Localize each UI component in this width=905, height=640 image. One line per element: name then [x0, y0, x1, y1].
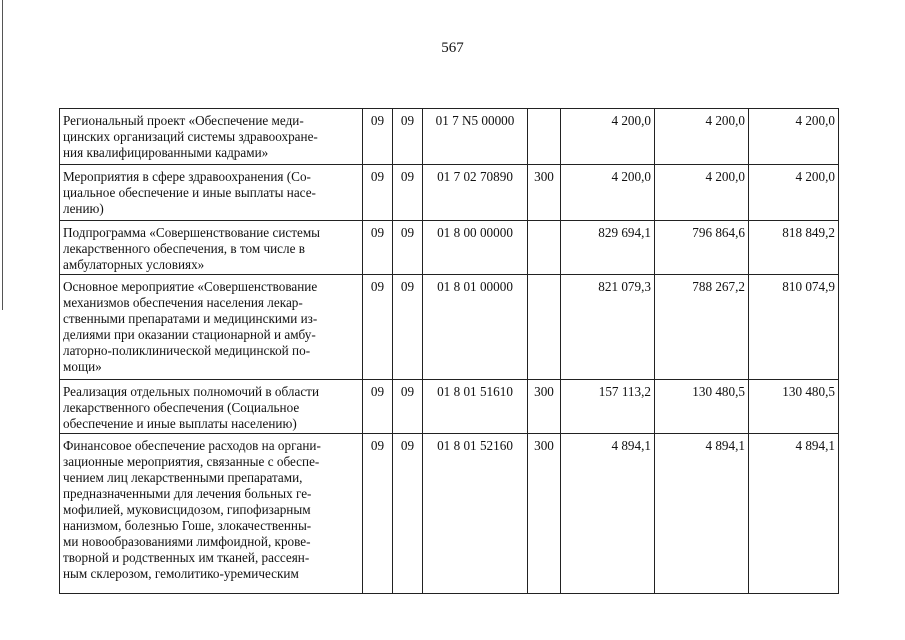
- expense-type-cell: 300: [528, 380, 561, 434]
- table-row: [60, 434, 839, 594]
- amount-year2-cell: 4 200,0: [655, 165, 749, 221]
- row-name-line: чением лиц лекарственными препаратами,: [63, 470, 303, 485]
- row-name-line: латорно-поликлинической медицинской по-: [63, 343, 311, 358]
- row-name-line: творной и родственных им тканей, рассеян-: [63, 550, 310, 565]
- row-name-line: предназначенными для лечения больных ге-: [63, 486, 312, 501]
- subsection-code-cell: 09: [393, 434, 423, 594]
- amount-year1-cell: 821 079,3: [561, 275, 655, 380]
- section-code-cell: 09: [363, 275, 393, 380]
- row-name-line: Реализация отдельных полномочий в области: [63, 384, 320, 399]
- target-article-cell: 01 8 01 52160: [423, 434, 528, 594]
- row-name-line: Мероприятия в сфере здравоохранения (Со-: [63, 169, 311, 184]
- target-article-cell: 01 7 N5 00000: [423, 109, 528, 165]
- row-name-line: циальное обеспечение и иные выплаты насе-: [63, 185, 316, 200]
- amount-year3-cell: 4 894,1: [749, 434, 839, 594]
- amount-year3-cell: 818 849,2: [749, 221, 839, 275]
- amount-year1-cell: 829 694,1: [561, 221, 655, 275]
- row-name-line: Финансовое обеспечение расходов на органи-: [63, 438, 321, 453]
- row-name-line: мофилией, муковисцидозом, гипофизарным: [63, 502, 311, 517]
- table-row: [60, 380, 839, 434]
- section-code-cell: 09: [363, 434, 393, 594]
- row-name-line: ми новообразованиями лимфоидной, крове-: [63, 534, 311, 549]
- section-code-cell: 09: [363, 165, 393, 221]
- amount-year1-cell: 4 200,0: [561, 109, 655, 165]
- row-name-line: Региональный проект «Обеспечение меди-: [63, 113, 304, 128]
- row-name-line: Основное мероприятие «Совершенствование: [63, 279, 318, 294]
- page-number: 567: [441, 40, 464, 56]
- amount-year2-cell: 4 894,1: [655, 434, 749, 594]
- amount-year2-cell: 796 864,6: [655, 221, 749, 275]
- expense-type-cell: 300: [528, 434, 561, 594]
- row-name-line: нанизмом, болезнью Гоше, злокачественны-: [63, 518, 312, 533]
- row-name-cell: [60, 165, 363, 221]
- target-article-cell: 01 7 02 70890: [423, 165, 528, 221]
- table-row: [60, 165, 839, 221]
- section-code-cell: 09: [363, 380, 393, 434]
- row-name-line: амбулаторных условиях»: [63, 257, 205, 272]
- row-name-line: обеспечение и иные выплаты населению): [63, 416, 297, 431]
- amount-year3-cell: 130 480,5: [749, 380, 839, 434]
- expense-type-cell: [528, 109, 561, 165]
- row-name-cell: [60, 275, 363, 380]
- row-name-line: лекарственного обеспечения, в том числе в: [63, 241, 305, 256]
- row-name-line: лению): [63, 201, 104, 216]
- table-body: [60, 109, 839, 594]
- row-name-line: ным склерозом, гемолитико-уремическим: [63, 566, 299, 581]
- row-name-cell: [60, 434, 363, 594]
- amount-year1-cell: 4 200,0: [561, 165, 655, 221]
- row-name-cell: [60, 109, 363, 165]
- table-row: [60, 275, 839, 380]
- expense-type-cell: 300: [528, 165, 561, 221]
- row-name-cell: [60, 221, 363, 275]
- row-name-line: ния квалифицированными кадрами»: [63, 145, 269, 160]
- row-name-line: механизмов обеспечения населения лекар-: [63, 295, 303, 310]
- table-row: [60, 109, 839, 165]
- row-name-line: мощи»: [63, 359, 102, 374]
- subsection-code-cell: 09: [393, 275, 423, 380]
- amount-year1-cell: 4 894,1: [561, 434, 655, 594]
- row-name-line: цинских организаций системы здравоохране-: [63, 129, 318, 144]
- subsection-code-cell: 09: [393, 380, 423, 434]
- row-name-line: делиями при оказании стационарной и амбу-: [63, 327, 316, 342]
- section-code-cell: 09: [363, 221, 393, 275]
- amount-year2-cell: 788 267,2: [655, 275, 749, 380]
- expense-type-cell: [528, 221, 561, 275]
- row-name-line: Подпрограмма «Совершенствование системы: [63, 225, 321, 240]
- row-name-cell: [60, 380, 363, 434]
- target-article-cell: 01 8 01 00000: [423, 275, 528, 380]
- amount-year2-cell: 4 200,0: [655, 109, 749, 165]
- subsection-code-cell: 09: [393, 221, 423, 275]
- row-name-line: ственными препаратами и медицинскими из-: [63, 311, 318, 326]
- amount-year3-cell: 810 074,9: [749, 275, 839, 380]
- amount-year3-cell: 4 200,0: [749, 109, 839, 165]
- subsection-code-cell: 09: [393, 165, 423, 221]
- section-code-cell: 09: [363, 109, 393, 165]
- row-name-line: лекарственного обеспечения (Социальное: [63, 400, 300, 415]
- row-name-line: зационные мероприятия, связанные с обеспе-: [63, 454, 320, 469]
- amount-year2-cell: 130 480,5: [655, 380, 749, 434]
- amount-year3-cell: 4 200,0: [749, 165, 839, 221]
- expense-type-cell: [528, 275, 561, 380]
- target-article-cell: 01 8 00 00000: [423, 221, 528, 275]
- amount-year1-cell: 157 113,2: [561, 380, 655, 434]
- budget-table: [59, 108, 839, 594]
- target-article-cell: 01 8 01 51610: [423, 380, 528, 434]
- subsection-code-cell: 09: [393, 109, 423, 165]
- table-row: [60, 221, 839, 275]
